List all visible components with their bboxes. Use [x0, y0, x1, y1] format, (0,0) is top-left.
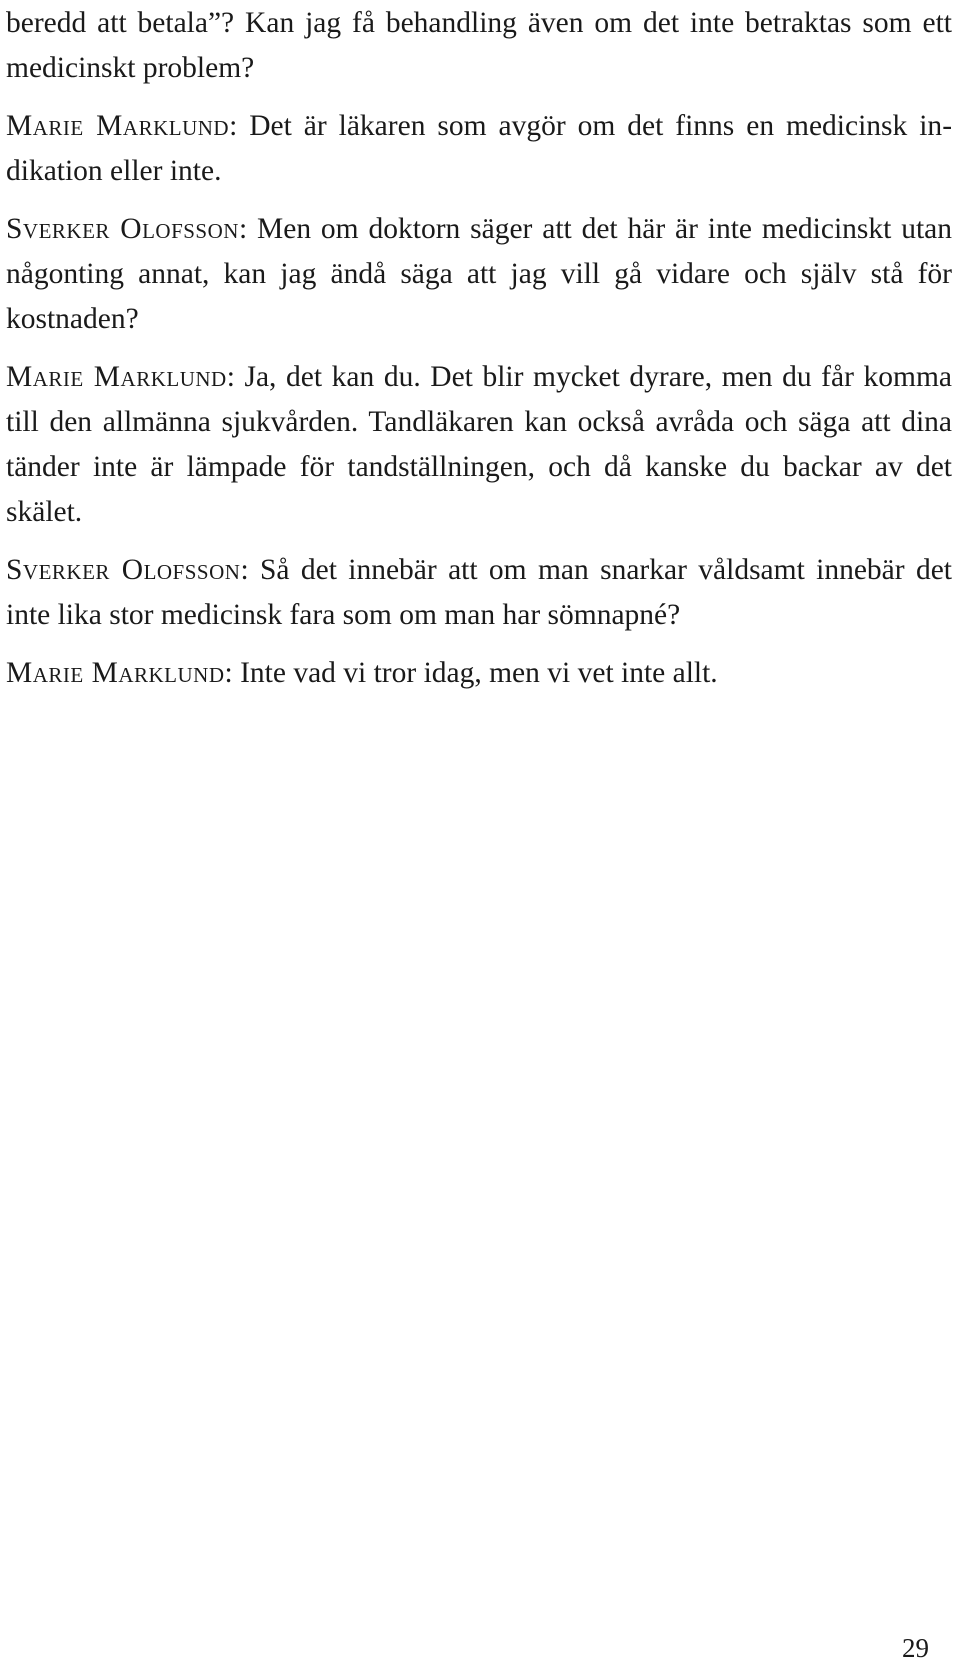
dialogue-text: Det är läkaren som avgör om det finns en medicinsk indikation eller inte.	[6, 110, 953, 187]
speaker-name: Marie Marklund	[6, 110, 230, 142]
speaker-separator: :	[224, 657, 241, 689]
speaker-separator: :	[240, 554, 260, 586]
dialogue-text: Ja, det kan du. Det blir mycket dyrare, men du får komma till den allmänna sjukvården. Tandläkaren kan också avråda och säga att dina tänder inte är lämpade för tandställningen, och då kanske du backar av det skälet.	[6, 361, 952, 528]
page-number: 29	[902, 1633, 929, 1663]
speaker-name: Sverker Olofsson	[6, 554, 241, 586]
speaker-name: Sverker Olofsson	[6, 213, 239, 245]
dialogue-paragraph	[6, 104, 952, 194]
speaker-name: Marie Marklund	[6, 361, 227, 393]
dialogue-text: Men om doktorn säger att det här är inte medicinskt utan någonting annat, kan jag ändå säga att jag vill gå vidare och själv stå för kostnaden?	[6, 213, 952, 335]
intro-paragraph: beredd att betala”? Kan jag få behandling även om det inte betraktas som ett medicinskt problem?	[6, 7, 952, 84]
speaker-separator: :	[229, 110, 250, 142]
speaker-separator: :	[238, 213, 257, 245]
dialogue-paragraph	[6, 355, 952, 535]
document-page	[6, 0, 952, 709]
speaker-separator: :	[226, 361, 245, 393]
speaker-name: Marie Marklund	[6, 657, 225, 689]
dialogue-text: Inte vad vi tror idag, men vi vet inte allt.	[240, 657, 718, 689]
dialogue-paragraph	[6, 207, 952, 342]
dialogue-text: Så det innebär att om man snarkar våldsamt innebär det inte lika stor medicinsk fara som om man har sömnapné?	[6, 554, 952, 631]
dialogue-paragraph	[6, 548, 952, 638]
dialogue-paragraph	[6, 651, 952, 696]
